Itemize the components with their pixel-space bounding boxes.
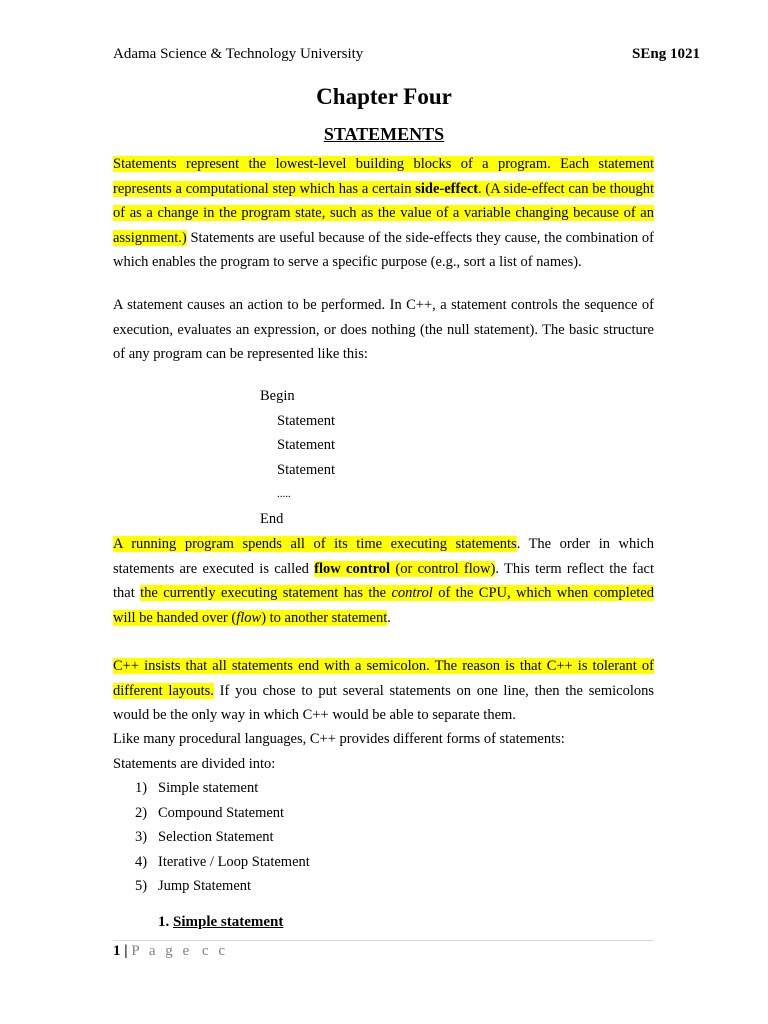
page-header (113, 46, 700, 63)
code-statement: Statement (277, 437, 335, 453)
highlight-text: . (478, 180, 482, 197)
highlight-text: ) to another statement (261, 609, 388, 626)
code-ellipsis: ..... (277, 488, 291, 500)
code-end: End (260, 510, 284, 527)
footer-extra: c c (201, 943, 228, 959)
header-university: Adama Science & Technology University (113, 46, 364, 62)
highlight-text: A running program spends all of its time executing statements (113, 536, 517, 552)
highlight-text: (A side-effect can be thought of as a change in the program state, such as the value of a variable changing because of an assignment.) (113, 180, 654, 246)
highlight-bold-term: side-effect (415, 180, 479, 197)
paragraph-text: Statements are useful because of the side-effects they cause, the combination of which enables the program to serve a specific purpose (e.g., sort a list of names). (113, 229, 654, 270)
program-structure-block (260, 384, 335, 531)
highlight-italic-term: control (391, 585, 433, 601)
list-item: 3) Selection Statement (135, 829, 274, 845)
code-begin: Begin (260, 388, 295, 404)
header-course-code: SEng 1021 (632, 46, 700, 62)
paragraph-structure: A statement causes an action to be performed. In C++, a statement controls the sequence of execution, evaluates an expression, or does nothing (the null statement). The basic structure of any program can be represented like this: (113, 297, 654, 362)
highlight-bold-term: flow control (314, 560, 391, 577)
section-title: Simple statement (173, 914, 284, 930)
list-item: 1) Simple statement (135, 780, 259, 796)
section-heading (158, 914, 283, 931)
statement-types-list (113, 776, 310, 899)
highlight-italic-term: flow (236, 609, 262, 626)
code-statement: Statement (277, 461, 335, 478)
paragraph-text: . This term reflect the fact that (113, 560, 654, 601)
chapter-title: Chapter Four (316, 84, 452, 109)
line-divided: Statements are divided into: (113, 756, 276, 772)
section-number: 1. (158, 914, 170, 930)
highlight-text: (or control flow) (390, 560, 496, 577)
code-statement: Statement (277, 412, 335, 429)
paragraph-text: If you chose to put several statements on one line, then the semicolons would be the only way in which C++ would be able to separate them. (113, 682, 654, 723)
footer-separator: | (124, 943, 128, 959)
highlight-text: Statements represent the lowest-level building blocks of a program. Each statement represents a computational step which has a certain (113, 156, 654, 197)
chapter-subtitle: STATEMENTS (323, 124, 445, 144)
paragraph-text: . The order in which statements are executed is called (113, 536, 654, 577)
page-number: 1 (113, 943, 121, 959)
list-item: 2) Compound Statement (135, 804, 285, 821)
list-item: 5) Jump Statement (135, 878, 252, 894)
list-item: 4) Iterative / Loop Statement (135, 853, 310, 870)
paragraph-semicolon (113, 654, 654, 728)
paragraph-intro (113, 152, 654, 275)
highlight-text: the currently executing statement has the (140, 585, 392, 601)
paragraph-flow-control (113, 532, 654, 630)
page-footer (113, 940, 654, 960)
highlight-text: of the CPU, which when completed will be handed over ( (113, 585, 654, 626)
line-forms: Like many procedural languages, C++ provides different forms of statements: (113, 731, 565, 747)
page-label: P a g e (131, 943, 193, 959)
paragraph-text: . (387, 609, 391, 626)
highlight-text: C++ insists that all statements end with a semicolon. The reason is that C++ is tolerant of different layouts. (113, 658, 654, 699)
